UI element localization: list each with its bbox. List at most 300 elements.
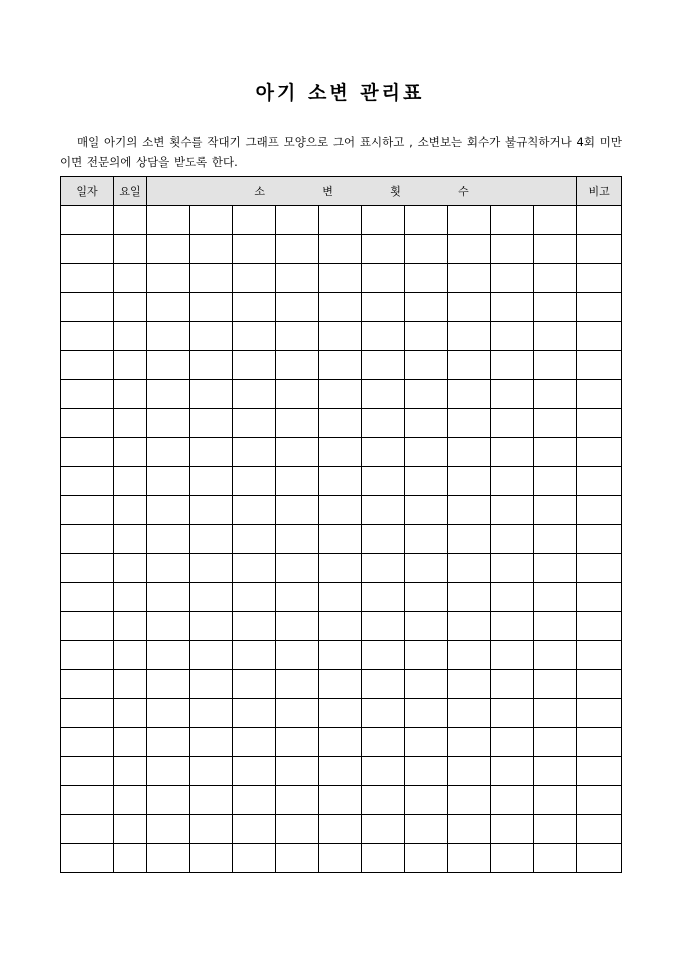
count-cell[interactable] <box>233 612 276 641</box>
count-cell[interactable] <box>534 235 577 264</box>
count-cell[interactable] <box>491 699 534 728</box>
count-cell[interactable] <box>534 728 577 757</box>
count-cell[interactable] <box>190 670 233 699</box>
count-cell[interactable] <box>233 293 276 322</box>
count-cell[interactable] <box>405 322 448 351</box>
count-cell[interactable] <box>534 206 577 235</box>
count-cell[interactable] <box>405 409 448 438</box>
count-cell[interactable] <box>319 815 362 844</box>
count-cell[interactable] <box>147 699 190 728</box>
count-cell[interactable] <box>276 496 319 525</box>
weekday-cell[interactable] <box>114 322 147 351</box>
count-cell[interactable] <box>491 641 534 670</box>
count-cell[interactable] <box>276 206 319 235</box>
count-cell[interactable] <box>233 438 276 467</box>
count-cell[interactable] <box>534 409 577 438</box>
weekday-cell[interactable] <box>114 786 147 815</box>
count-cell[interactable] <box>147 409 190 438</box>
count-cell[interactable] <box>448 757 491 786</box>
count-cell[interactable] <box>190 264 233 293</box>
count-cell[interactable] <box>448 844 491 873</box>
count-cell[interactable] <box>276 235 319 264</box>
count-cell[interactable] <box>491 351 534 380</box>
weekday-cell[interactable] <box>114 206 147 235</box>
count-cell[interactable] <box>448 815 491 844</box>
count-cell[interactable] <box>147 583 190 612</box>
count-cell[interactable] <box>534 612 577 641</box>
count-cell[interactable] <box>190 815 233 844</box>
count-cell[interactable] <box>491 264 534 293</box>
count-cell[interactable] <box>448 351 491 380</box>
count-cell[interactable] <box>405 438 448 467</box>
remarks-cell[interactable] <box>577 641 622 670</box>
count-cell[interactable] <box>147 525 190 554</box>
count-cell[interactable] <box>276 641 319 670</box>
count-cell[interactable] <box>405 496 448 525</box>
count-cell[interactable] <box>491 409 534 438</box>
remarks-cell[interactable] <box>577 293 622 322</box>
count-cell[interactable] <box>276 409 319 438</box>
count-cell[interactable] <box>448 235 491 264</box>
remarks-cell[interactable] <box>577 380 622 409</box>
count-cell[interactable] <box>405 757 448 786</box>
remarks-cell[interactable] <box>577 322 622 351</box>
count-cell[interactable] <box>362 467 405 496</box>
count-cell[interactable] <box>491 206 534 235</box>
count-cell[interactable] <box>147 612 190 641</box>
date-cell[interactable] <box>61 525 114 554</box>
count-cell[interactable] <box>319 438 362 467</box>
count-cell[interactable] <box>147 554 190 583</box>
count-cell[interactable] <box>448 322 491 351</box>
count-cell[interactable] <box>405 612 448 641</box>
count-cell[interactable] <box>190 322 233 351</box>
count-cell[interactable] <box>233 467 276 496</box>
count-cell[interactable] <box>362 496 405 525</box>
count-cell[interactable] <box>534 496 577 525</box>
count-cell[interactable] <box>190 844 233 873</box>
count-cell[interactable] <box>405 699 448 728</box>
count-cell[interactable] <box>319 757 362 786</box>
count-cell[interactable] <box>491 844 534 873</box>
weekday-cell[interactable] <box>114 641 147 670</box>
count-cell[interactable] <box>233 583 276 612</box>
count-cell[interactable] <box>319 264 362 293</box>
count-cell[interactable] <box>491 496 534 525</box>
count-cell[interactable] <box>276 293 319 322</box>
count-cell[interactable] <box>319 351 362 380</box>
remarks-cell[interactable] <box>577 351 622 380</box>
count-cell[interactable] <box>448 583 491 612</box>
count-cell[interactable] <box>448 264 491 293</box>
date-cell[interactable] <box>61 670 114 699</box>
date-cell[interactable] <box>61 380 114 409</box>
count-cell[interactable] <box>534 583 577 612</box>
count-cell[interactable] <box>276 525 319 554</box>
weekday-cell[interactable] <box>114 699 147 728</box>
count-cell[interactable] <box>276 670 319 699</box>
count-cell[interactable] <box>190 351 233 380</box>
count-cell[interactable] <box>147 844 190 873</box>
count-cell[interactable] <box>362 206 405 235</box>
count-cell[interactable] <box>319 380 362 409</box>
count-cell[interactable] <box>233 206 276 235</box>
count-cell[interactable] <box>534 525 577 554</box>
count-cell[interactable] <box>147 757 190 786</box>
count-cell[interactable] <box>448 728 491 757</box>
count-cell[interactable] <box>491 757 534 786</box>
count-cell[interactable] <box>405 786 448 815</box>
count-cell[interactable] <box>190 583 233 612</box>
count-cell[interactable] <box>491 467 534 496</box>
count-cell[interactable] <box>233 844 276 873</box>
count-cell[interactable] <box>233 641 276 670</box>
count-cell[interactable] <box>147 496 190 525</box>
count-cell[interactable] <box>190 496 233 525</box>
count-cell[interactable] <box>448 641 491 670</box>
count-cell[interactable] <box>319 467 362 496</box>
count-cell[interactable] <box>276 583 319 612</box>
count-cell[interactable] <box>405 235 448 264</box>
count-cell[interactable] <box>362 670 405 699</box>
count-cell[interactable] <box>276 844 319 873</box>
weekday-cell[interactable] <box>114 525 147 554</box>
count-cell[interactable] <box>190 612 233 641</box>
remarks-cell[interactable] <box>577 728 622 757</box>
count-cell[interactable] <box>233 554 276 583</box>
count-cell[interactable] <box>534 844 577 873</box>
date-cell[interactable] <box>61 583 114 612</box>
count-cell[interactable] <box>491 293 534 322</box>
remarks-cell[interactable] <box>577 496 622 525</box>
remarks-cell[interactable] <box>577 409 622 438</box>
count-cell[interactable] <box>362 293 405 322</box>
count-cell[interactable] <box>362 612 405 641</box>
count-cell[interactable] <box>491 525 534 554</box>
date-cell[interactable] <box>61 815 114 844</box>
count-cell[interactable] <box>448 206 491 235</box>
count-cell[interactable] <box>276 467 319 496</box>
count-cell[interactable] <box>233 757 276 786</box>
remarks-cell[interactable] <box>577 612 622 641</box>
count-cell[interactable] <box>405 351 448 380</box>
count-cell[interactable] <box>276 728 319 757</box>
count-cell[interactable] <box>491 815 534 844</box>
count-cell[interactable] <box>233 525 276 554</box>
count-cell[interactable] <box>319 525 362 554</box>
remarks-cell[interactable] <box>577 583 622 612</box>
count-cell[interactable] <box>491 728 534 757</box>
count-cell[interactable] <box>190 409 233 438</box>
count-cell[interactable] <box>276 554 319 583</box>
count-cell[interactable] <box>534 351 577 380</box>
count-cell[interactable] <box>362 815 405 844</box>
count-cell[interactable] <box>233 728 276 757</box>
weekday-cell[interactable] <box>114 351 147 380</box>
count-cell[interactable] <box>190 438 233 467</box>
count-cell[interactable] <box>362 728 405 757</box>
count-cell[interactable] <box>233 815 276 844</box>
count-cell[interactable] <box>276 786 319 815</box>
weekday-cell[interactable] <box>114 612 147 641</box>
count-cell[interactable] <box>319 583 362 612</box>
count-cell[interactable] <box>319 235 362 264</box>
count-cell[interactable] <box>147 235 190 264</box>
count-cell[interactable] <box>448 467 491 496</box>
count-cell[interactable] <box>448 699 491 728</box>
count-cell[interactable] <box>491 583 534 612</box>
count-cell[interactable] <box>405 815 448 844</box>
count-cell[interactable] <box>147 438 190 467</box>
count-cell[interactable] <box>233 786 276 815</box>
date-cell[interactable] <box>61 409 114 438</box>
count-cell[interactable] <box>405 728 448 757</box>
count-cell[interactable] <box>405 844 448 873</box>
date-cell[interactable] <box>61 496 114 525</box>
count-cell[interactable] <box>147 728 190 757</box>
count-cell[interactable] <box>319 786 362 815</box>
weekday-cell[interactable] <box>114 844 147 873</box>
count-cell[interactable] <box>319 670 362 699</box>
remarks-cell[interactable] <box>577 670 622 699</box>
count-cell[interactable] <box>448 496 491 525</box>
count-cell[interactable] <box>190 699 233 728</box>
count-cell[interactable] <box>491 554 534 583</box>
count-cell[interactable] <box>362 409 405 438</box>
count-cell[interactable] <box>534 757 577 786</box>
date-cell[interactable] <box>61 554 114 583</box>
weekday-cell[interactable] <box>114 235 147 264</box>
remarks-cell[interactable] <box>577 815 622 844</box>
count-cell[interactable] <box>190 206 233 235</box>
weekday-cell[interactable] <box>114 583 147 612</box>
date-cell[interactable] <box>61 438 114 467</box>
count-cell[interactable] <box>276 699 319 728</box>
count-cell[interactable] <box>319 409 362 438</box>
count-cell[interactable] <box>276 438 319 467</box>
weekday-cell[interactable] <box>114 670 147 699</box>
count-cell[interactable] <box>319 554 362 583</box>
count-cell[interactable] <box>534 699 577 728</box>
count-cell[interactable] <box>319 293 362 322</box>
count-cell[interactable] <box>405 264 448 293</box>
table-row <box>61 496 622 525</box>
count-cell[interactable] <box>448 670 491 699</box>
count-cell[interactable] <box>362 235 405 264</box>
count-cell[interactable] <box>190 380 233 409</box>
count-cell[interactable] <box>147 351 190 380</box>
count-cell[interactable] <box>147 815 190 844</box>
count-cell[interactable] <box>405 641 448 670</box>
count-cell[interactable] <box>147 467 190 496</box>
count-cell[interactable] <box>276 264 319 293</box>
count-cell[interactable] <box>534 815 577 844</box>
count-cell[interactable] <box>276 612 319 641</box>
weekday-cell[interactable] <box>114 815 147 844</box>
weekday-cell[interactable] <box>114 438 147 467</box>
count-cell[interactable] <box>405 583 448 612</box>
count-cell[interactable] <box>233 409 276 438</box>
count-cell[interactable] <box>147 670 190 699</box>
count-cell[interactable] <box>233 351 276 380</box>
count-cell[interactable] <box>491 235 534 264</box>
remarks-cell[interactable] <box>577 206 622 235</box>
count-cell[interactable] <box>147 322 190 351</box>
count-cell[interactable] <box>362 844 405 873</box>
date-cell[interactable] <box>61 844 114 873</box>
date-cell[interactable] <box>61 757 114 786</box>
weekday-cell[interactable] <box>114 264 147 293</box>
count-cell[interactable] <box>491 612 534 641</box>
count-cell[interactable] <box>362 351 405 380</box>
count-cell[interactable] <box>362 583 405 612</box>
count-cell[interactable] <box>190 786 233 815</box>
count-cell[interactable] <box>276 815 319 844</box>
count-cell[interactable] <box>491 786 534 815</box>
count-cell[interactable] <box>534 293 577 322</box>
count-cell[interactable] <box>405 380 448 409</box>
count-cell[interactable] <box>190 554 233 583</box>
count-cell[interactable] <box>448 786 491 815</box>
count-cell[interactable] <box>233 264 276 293</box>
count-cell[interactable] <box>448 612 491 641</box>
date-cell[interactable] <box>61 351 114 380</box>
date-cell[interactable] <box>61 699 114 728</box>
count-cell[interactable] <box>534 438 577 467</box>
count-cell[interactable] <box>534 786 577 815</box>
count-cell[interactable] <box>362 525 405 554</box>
count-cell[interactable] <box>233 496 276 525</box>
count-cell[interactable] <box>534 641 577 670</box>
date-cell[interactable] <box>61 293 114 322</box>
count-cell[interactable] <box>147 206 190 235</box>
count-cell[interactable] <box>276 322 319 351</box>
count-cell[interactable] <box>190 293 233 322</box>
count-cell[interactable] <box>190 641 233 670</box>
count-cell[interactable] <box>190 757 233 786</box>
count-cell[interactable] <box>448 554 491 583</box>
count-cell[interactable] <box>362 786 405 815</box>
weekday-cell[interactable] <box>114 757 147 786</box>
count-cell[interactable] <box>534 670 577 699</box>
count-cell[interactable] <box>147 293 190 322</box>
count-cell[interactable] <box>534 380 577 409</box>
count-cell[interactable] <box>405 670 448 699</box>
count-cell[interactable] <box>448 438 491 467</box>
remarks-cell[interactable] <box>577 264 622 293</box>
count-cell[interactable] <box>147 641 190 670</box>
count-cell[interactable] <box>147 786 190 815</box>
count-cell[interactable] <box>405 293 448 322</box>
remarks-cell[interactable] <box>577 554 622 583</box>
count-cell[interactable] <box>362 641 405 670</box>
remarks-cell[interactable] <box>577 699 622 728</box>
remarks-cell[interactable] <box>577 235 622 264</box>
count-cell[interactable] <box>405 554 448 583</box>
count-cell[interactable] <box>190 728 233 757</box>
count-cell[interactable] <box>319 844 362 873</box>
count-cell[interactable] <box>534 467 577 496</box>
count-cell[interactable] <box>190 525 233 554</box>
count-cell[interactable] <box>319 206 362 235</box>
count-cell[interactable] <box>491 322 534 351</box>
count-cell[interactable] <box>405 467 448 496</box>
count-cell[interactable] <box>362 322 405 351</box>
count-cell[interactable] <box>448 380 491 409</box>
remarks-cell[interactable] <box>577 525 622 554</box>
remarks-cell[interactable] <box>577 757 622 786</box>
count-cell[interactable] <box>276 757 319 786</box>
count-cell[interactable] <box>319 612 362 641</box>
count-cell[interactable] <box>534 264 577 293</box>
date-cell[interactable] <box>61 641 114 670</box>
count-cell[interactable] <box>319 641 362 670</box>
remarks-cell[interactable] <box>577 844 622 873</box>
count-cell[interactable] <box>233 322 276 351</box>
count-cell[interactable] <box>491 438 534 467</box>
count-cell[interactable] <box>448 525 491 554</box>
remarks-cell[interactable] <box>577 786 622 815</box>
count-cell[interactable] <box>362 757 405 786</box>
count-cell[interactable] <box>319 728 362 757</box>
count-cell[interactable] <box>233 380 276 409</box>
date-cell[interactable] <box>61 264 114 293</box>
date-cell[interactable] <box>61 786 114 815</box>
weekday-cell[interactable] <box>114 293 147 322</box>
count-cell[interactable] <box>491 670 534 699</box>
date-cell[interactable] <box>61 206 114 235</box>
count-cell[interactable] <box>362 438 405 467</box>
count-cell[interactable] <box>190 235 233 264</box>
count-cell[interactable] <box>233 670 276 699</box>
count-cell[interactable] <box>233 235 276 264</box>
count-cell[interactable] <box>276 351 319 380</box>
date-cell[interactable] <box>61 728 114 757</box>
count-cell[interactable] <box>362 264 405 293</box>
count-cell[interactable] <box>362 554 405 583</box>
count-cell[interactable] <box>147 380 190 409</box>
count-cell[interactable] <box>448 409 491 438</box>
remarks-cell[interactable] <box>577 467 622 496</box>
weekday-cell[interactable] <box>114 496 147 525</box>
weekday-cell[interactable] <box>114 467 147 496</box>
count-cell[interactable] <box>534 322 577 351</box>
count-cell[interactable] <box>147 264 190 293</box>
weekday-cell[interactable] <box>114 728 147 757</box>
date-cell[interactable] <box>61 467 114 496</box>
count-cell[interactable] <box>362 699 405 728</box>
date-cell[interactable] <box>61 235 114 264</box>
count-cell[interactable] <box>233 699 276 728</box>
count-cell[interactable] <box>405 206 448 235</box>
count-cell[interactable] <box>491 380 534 409</box>
count-cell[interactable] <box>534 554 577 583</box>
weekday-cell[interactable] <box>114 554 147 583</box>
count-cell[interactable] <box>319 496 362 525</box>
count-cell[interactable] <box>319 322 362 351</box>
count-cell[interactable] <box>405 525 448 554</box>
date-cell[interactable] <box>61 612 114 641</box>
remarks-cell[interactable] <box>577 438 622 467</box>
count-cell[interactable] <box>448 293 491 322</box>
count-cell[interactable] <box>276 380 319 409</box>
weekday-cell[interactable] <box>114 409 147 438</box>
count-cell[interactable] <box>190 467 233 496</box>
count-cell[interactable] <box>319 699 362 728</box>
count-cell[interactable] <box>362 380 405 409</box>
date-cell[interactable] <box>61 322 114 351</box>
weekday-cell[interactable] <box>114 380 147 409</box>
